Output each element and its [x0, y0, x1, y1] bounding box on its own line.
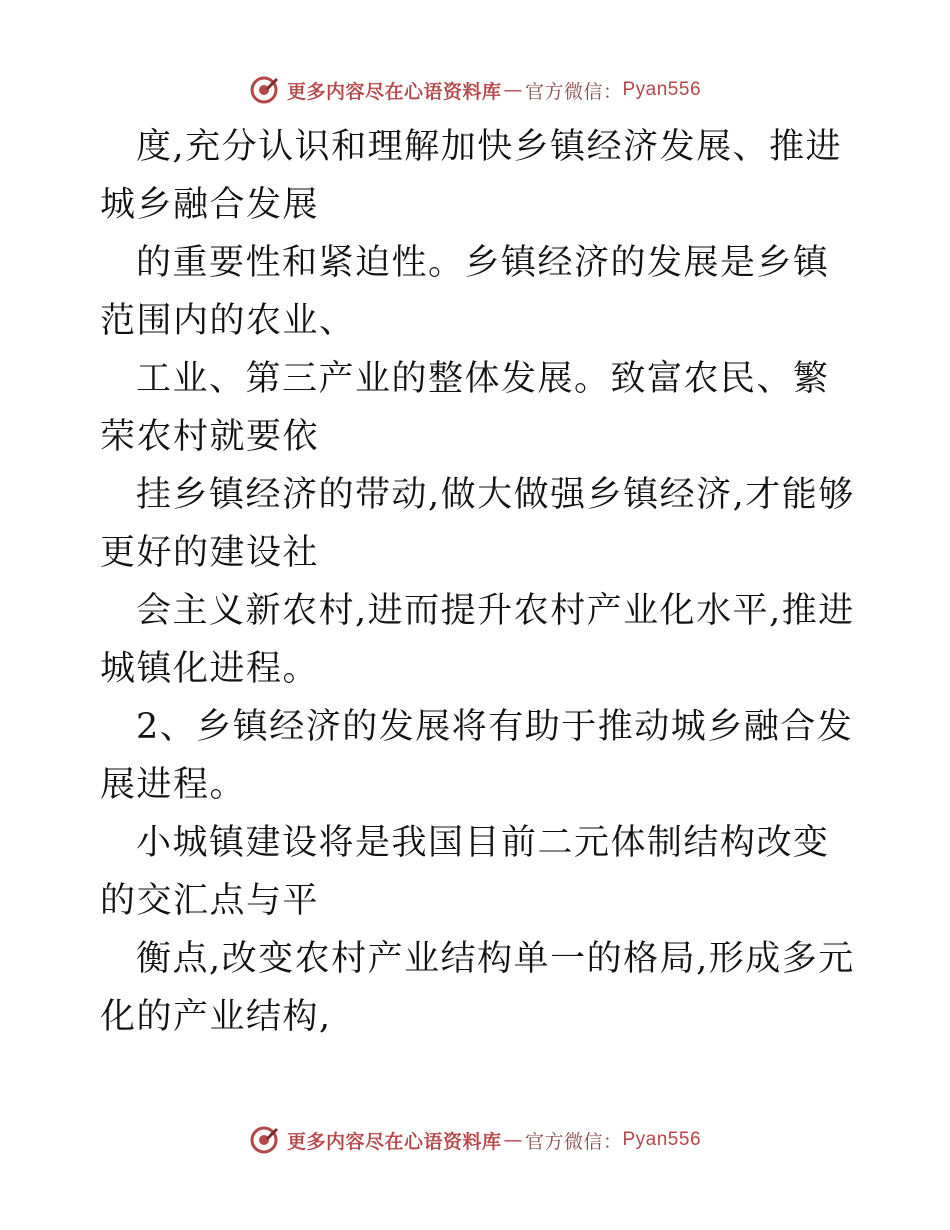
watermark-dash: —: [503, 79, 523, 101]
pen-logo-icon: [249, 1125, 279, 1155]
footer-watermark: [0, 1122, 950, 1158]
paragraph: 会主义新农村,进而提升农村产业化水平,推进城镇化进程。: [100, 591, 855, 689]
paragraph: 的重要性和紧迫性。乡镇经济的发展是乡镇范围内的农业、: [100, 243, 830, 341]
paragraph: 度,充分认识和理解加快乡镇经济发展、推进城乡融合发展: [100, 127, 843, 225]
watermark-wechat-id: Pyan556: [622, 79, 702, 100]
paragraph: 衡点,改变农村产业结构单一的格局,形成多元化的产业结构,: [100, 939, 855, 1037]
watermark-official-label: 官方微信：: [524, 1130, 623, 1153]
body-text: [100, 118, 860, 1046]
watermark-main-text: 更多内容尽在心语资料库: [286, 80, 502, 103]
pen-logo-icon: [249, 75, 279, 105]
watermark-wechat-id: Pyan556: [622, 1129, 702, 1150]
paragraph: 工业、第三产业的整体发展。致富农民、繁荣农村就要依: [100, 359, 830, 457]
watermark-official-label: 官方微信：: [524, 80, 623, 103]
paragraph: 挂乡镇经济的带动,做大做强乡镇经济,才能够更好的建设社: [100, 475, 855, 573]
paragraph: 2、乡镇经济的发展将有助于推动城乡融合发展进程。: [100, 707, 854, 805]
header-watermark: [0, 72, 950, 108]
watermark-main-text: 更多内容尽在心语资料库: [286, 1130, 502, 1153]
watermark-dash: —: [503, 1129, 523, 1151]
paragraph: 小城镇建设将是我国目前二元体制结构改变的交汇点与平: [100, 823, 830, 921]
